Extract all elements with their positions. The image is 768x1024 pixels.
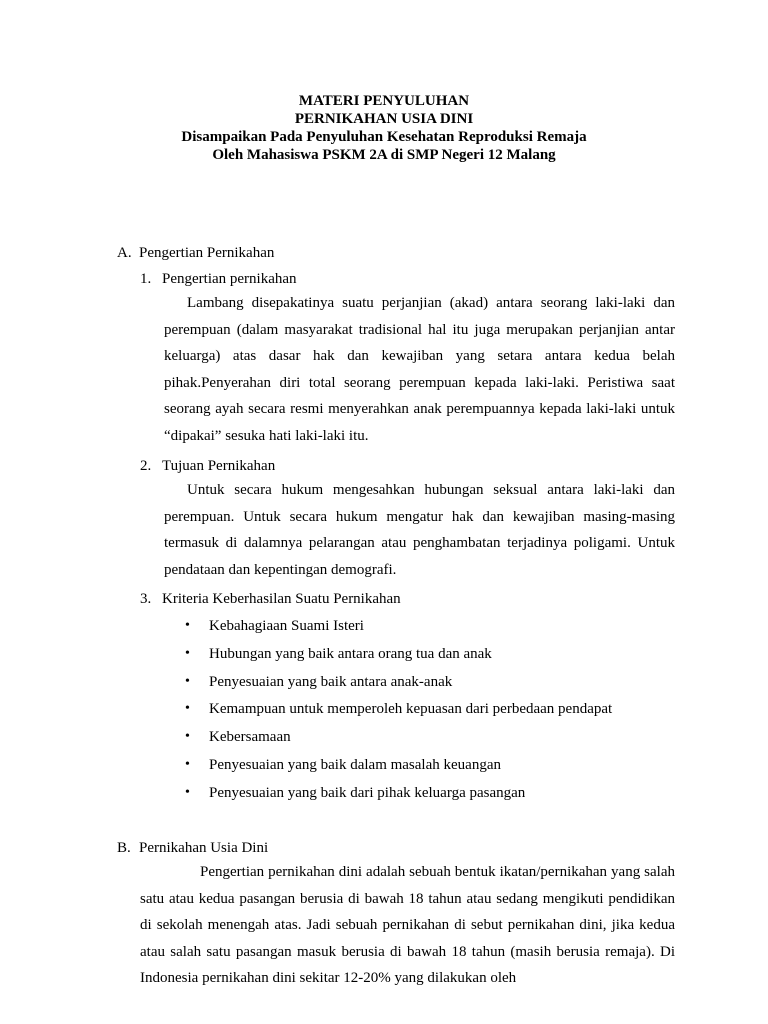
- section-b-title: Pernikahan Usia Dini: [139, 840, 269, 856]
- title-line-1: MATERI PENYULUHAN: [298, 93, 470, 109]
- subsection-2-heading: [140, 456, 275, 476]
- subsection-1-title: Pengertian pernikahan: [162, 271, 297, 287]
- list-item: • Penyesuaian yang baik dari pihak keluarga pasangan: [185, 783, 612, 811]
- list-item: • Penyesuaian yang baik dalam masalah keuangan: [185, 755, 612, 783]
- list-item: • Hubungan yang baik antara orang tua dan anak: [185, 644, 612, 672]
- criteria-list: [185, 616, 612, 811]
- list-item: • Penyesuaian yang baik antara anak-anak: [185, 672, 612, 700]
- bullet-icon: •: [185, 645, 190, 661]
- list-item: • Kebersamaan: [185, 727, 612, 755]
- subsection-2-title: Tujuan Pernikahan: [162, 458, 276, 474]
- subsection-1-text: Lambang disepakatinya suatu perjanjian (akad) antara seorang laki-laki dan perempuan (dalam masyarakat tradisional hal itu juga merupakan perjanjian antar keluarga) atas dasar hak dan kewajiban yang setara antara kedua belah pihak.Penyerahan diri total seorang perempuan kepada laki-laki. Peristiwa saat seorang ayah secara resmi menyerahkan anak perempuannya kepada laki-laki untuk “dipakai” sesuka hati laki-laki itu.: [164, 295, 675, 444]
- subsection-1-number: 1.: [140, 271, 152, 287]
- subsection-1-heading: [140, 269, 297, 289]
- title-line-2: PERNIKAHAN USIA DINI: [294, 111, 474, 127]
- bullet-icon: •: [185, 756, 190, 772]
- bullet-icon: •: [185, 701, 190, 717]
- subsection-1-paragraph: [164, 290, 675, 450]
- subsection-2-text: Untuk secara hukum mengesahkan hubungan seksual antara laki-laki dan perempuan. Untuk secara hukum mengatur hak dan kewajiban masing-masing termasuk di dalamnya pelarangan atau penghambatan terjadinya poligami. Untuk pendataan dan kepentingan demografi.: [164, 482, 675, 578]
- section-a-label: A.: [117, 245, 132, 261]
- subsection-3-title: Kriteria Keberhasilan Suatu Pernikahan: [162, 591, 401, 607]
- bullet-icon: •: [185, 784, 190, 800]
- section-b-label: B.: [117, 840, 131, 856]
- bullet-icon: •: [185, 673, 190, 689]
- title-line-4: Oleh Mahasiswa PSKM 2A di SMP Negeri 12 Malang: [212, 147, 556, 163]
- bullet-icon: •: [185, 618, 190, 633]
- section-a-heading: [117, 243, 274, 263]
- section-b-text: Pengertian pernikahan dini adalah sebuah bentuk ikatan/pernikahan yang salah satu atau kedua pasangan berusia di bawah 18 tahun atau sedang mengikuti pendidikan di sekolah menengah atas. Jadi sebuah pernikahan di sebut pernikahan dini, jika kedua atau salah satu pasangan masuk berusia di bawah 18 tahun (masih berusia remaja). Di Indonesia pernikahan dini sekitar 12-20% yang dilakukan oleh: [140, 864, 675, 987]
- bullet-icon: •: [185, 729, 190, 745]
- subsection-2-number: 2.: [140, 458, 152, 474]
- list-item: • Kebahagiaan Suami Isteri: [185, 616, 612, 644]
- document-title: [0, 92, 768, 164]
- subsection-2-paragraph: [164, 477, 675, 583]
- title-line-3: Disampaikan Pada Penyuluhan Kesehatan Reproduksi Remaja: [181, 129, 587, 145]
- subsection-3-number: 3.: [140, 591, 152, 607]
- subsection-3-heading: [140, 589, 401, 609]
- section-b-heading: [117, 838, 268, 858]
- section-a-title: Pengertian Pernikahan: [139, 245, 275, 261]
- list-item: • Kemampuan untuk memperoleh kepuasan dari perbedaan pendapat: [185, 699, 612, 727]
- section-b-paragraph: [140, 859, 675, 992]
